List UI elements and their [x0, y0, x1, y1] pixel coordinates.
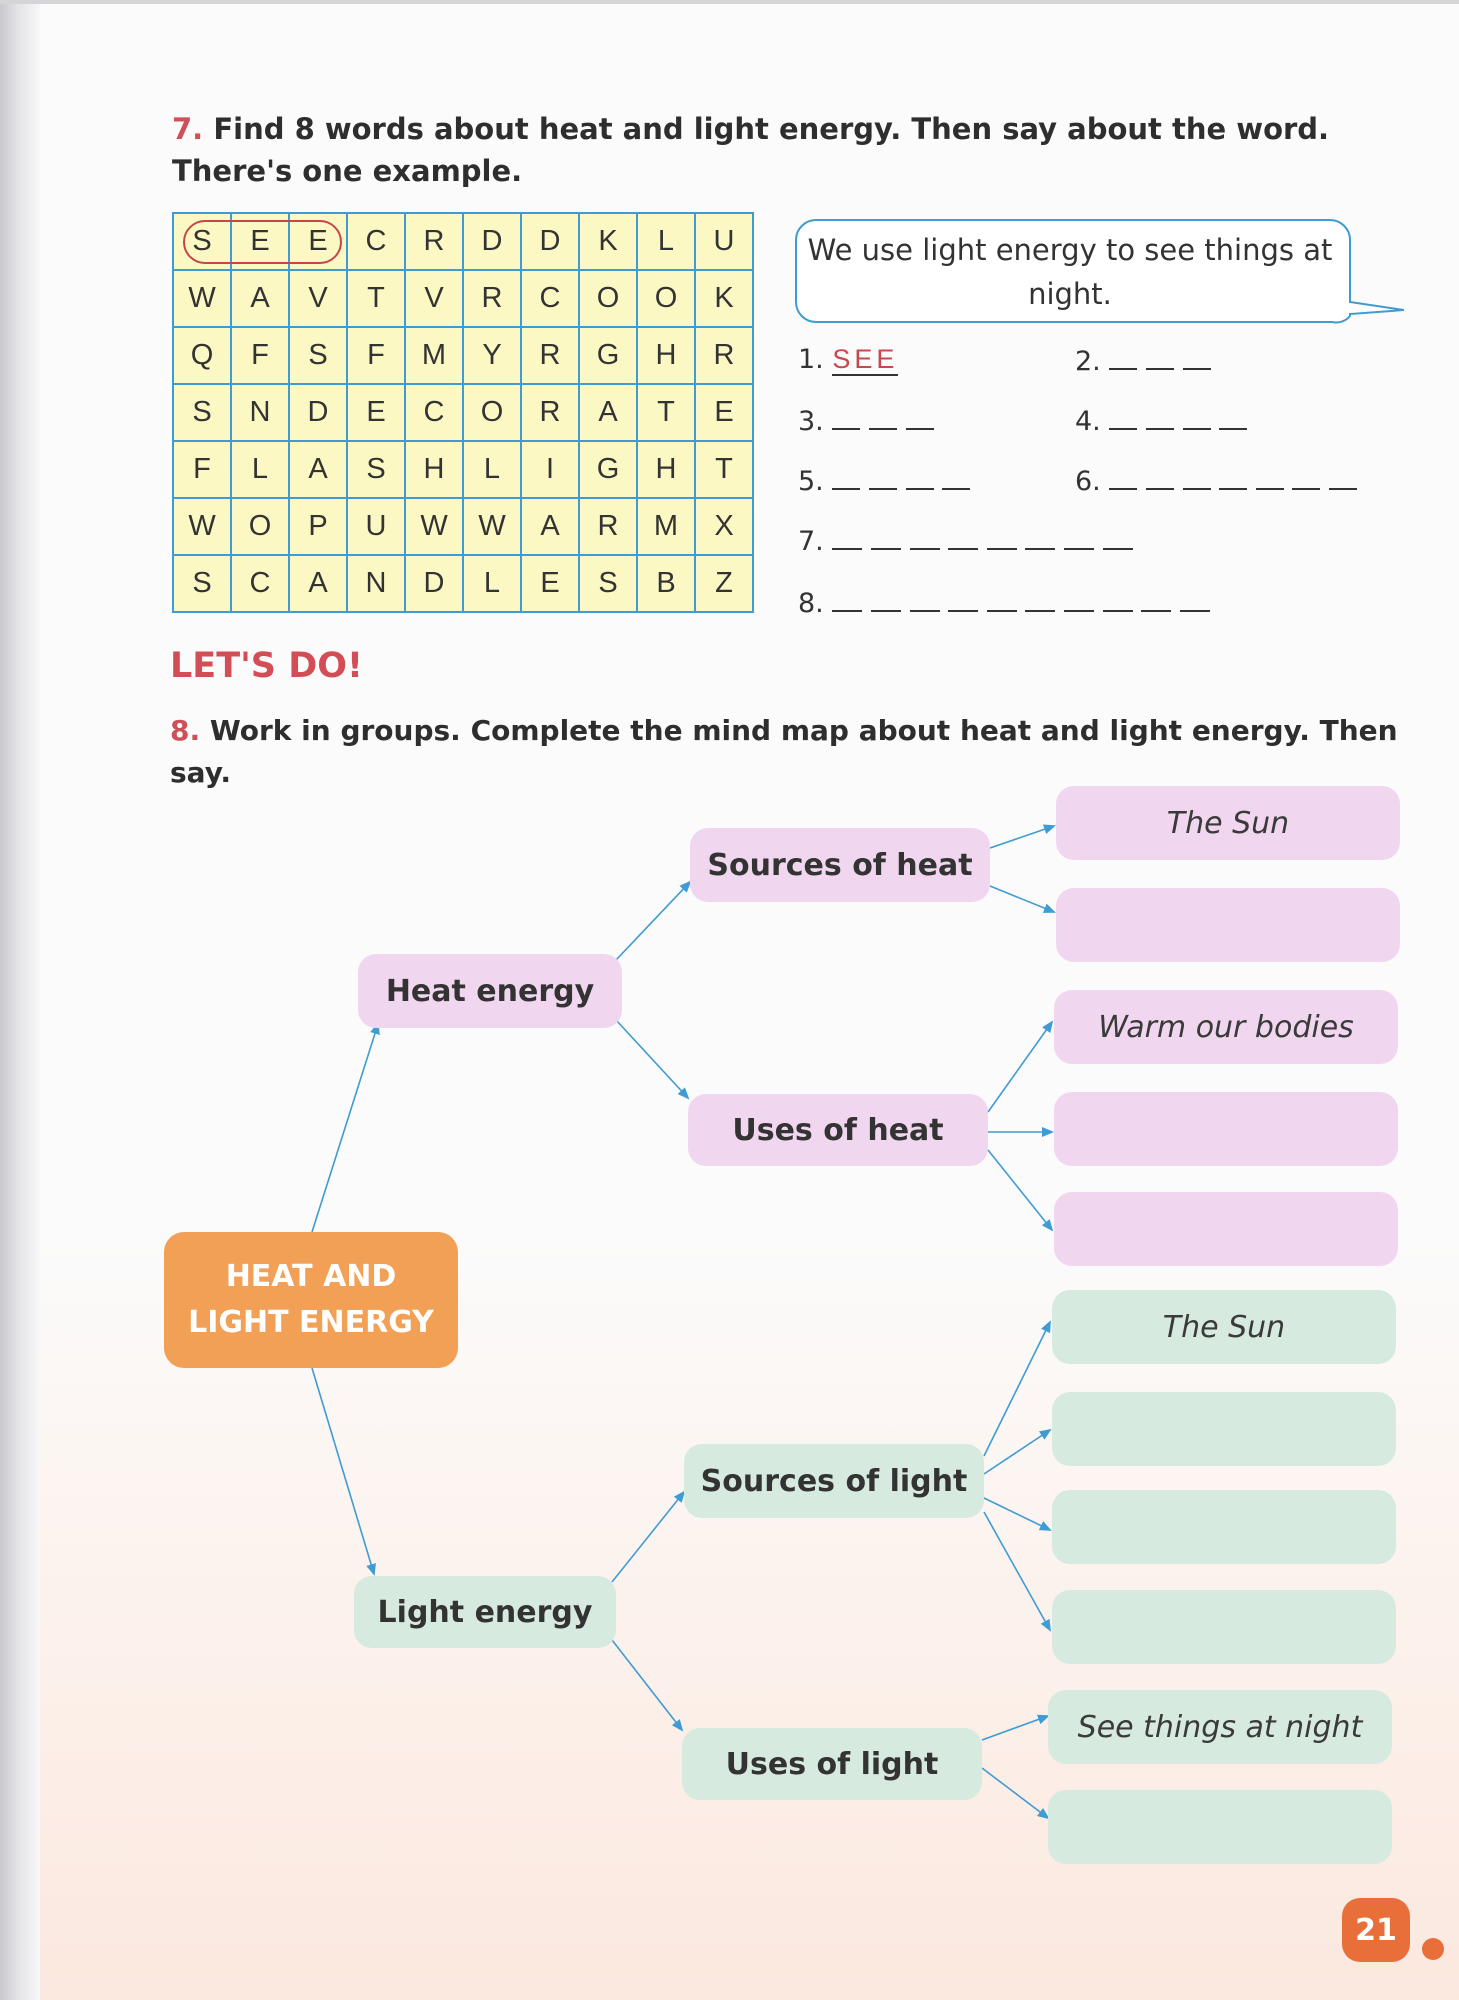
- light-source-leaf-4-blank[interactable]: [1052, 1590, 1396, 1664]
- grid-cell[interactable]: E: [521, 555, 579, 612]
- grid-cell[interactable]: L: [637, 213, 695, 270]
- grid-cell[interactable]: H: [637, 327, 695, 384]
- grid-cell[interactable]: D: [289, 384, 347, 441]
- light-source-leaf-1: The Sun: [1052, 1290, 1396, 1364]
- grid-cell[interactable]: W: [463, 498, 521, 555]
- node-sources-of-light: Sources of light: [684, 1444, 984, 1518]
- grid-cell[interactable]: A: [231, 270, 289, 327]
- arrow-uses-heat-3: [988, 1150, 1052, 1230]
- heat-source-leaf-1: The Sun: [1056, 786, 1400, 860]
- grid-cell[interactable]: W: [173, 270, 231, 327]
- grid-cell[interactable]: F: [347, 327, 405, 384]
- grid-cell[interactable]: A: [521, 498, 579, 555]
- arrow-sources-light-4: [984, 1512, 1050, 1630]
- grid-cell[interactable]: M: [637, 498, 695, 555]
- task-8-number: 8.: [170, 714, 201, 747]
- heat-use-leaf-1: Warm our bodies: [1054, 990, 1398, 1064]
- answer-2-number: 2.: [1075, 346, 1101, 377]
- heat-use-leaf-2-blank[interactable]: [1054, 1092, 1398, 1166]
- grid-cell[interactable]: H: [405, 441, 463, 498]
- grid-cell[interactable]: W: [405, 498, 463, 555]
- grid-cell[interactable]: C: [347, 213, 405, 270]
- heat-source-leaf-2-blank[interactable]: [1056, 888, 1400, 962]
- node-sources-of-heat: Sources of heat: [690, 828, 990, 902]
- light-use-leaf-2-blank[interactable]: [1048, 1790, 1392, 1864]
- grid-cell[interactable]: K: [695, 270, 753, 327]
- grid-cell[interactable]: S: [347, 441, 405, 498]
- answer-7-number: 7.: [798, 526, 824, 557]
- lets-do-heading: LET'S DO!: [170, 646, 363, 686]
- grid-cell[interactable]: Y: [463, 327, 521, 384]
- arrow-uses-heat-1: [988, 1022, 1052, 1112]
- grid-cell[interactable]: S: [289, 327, 347, 384]
- grid-cell[interactable]: W: [173, 498, 231, 555]
- answer-8-number: 8.: [798, 588, 824, 619]
- light-source-leaf-2-blank[interactable]: [1052, 1392, 1396, 1466]
- grid-cell[interactable]: N: [231, 384, 289, 441]
- grid-cell[interactable]: V: [405, 270, 463, 327]
- grid-cell[interactable]: M: [405, 327, 463, 384]
- grid-cell[interactable]: K: [579, 213, 637, 270]
- grid-cell[interactable]: G: [579, 441, 637, 498]
- grid-cell[interactable]: T: [637, 384, 695, 441]
- grid-cell[interactable]: F: [173, 441, 231, 498]
- light-use-leaf-1: See things at night: [1048, 1690, 1392, 1764]
- arrow-root-to-heat: [312, 1024, 378, 1232]
- grid-cell[interactable]: G: [579, 327, 637, 384]
- arrow-uses-light-2: [982, 1768, 1048, 1818]
- grid-cell[interactable]: O: [579, 270, 637, 327]
- grid-cell[interactable]: C: [405, 384, 463, 441]
- grid-cell[interactable]: S: [173, 213, 231, 270]
- grid-cell[interactable]: R: [521, 327, 579, 384]
- grid-cell[interactable]: X: [695, 498, 753, 555]
- node-uses-of-light: Uses of light: [682, 1728, 982, 1800]
- grid-cell[interactable]: A: [289, 555, 347, 612]
- arrow-sources-light-3: [984, 1498, 1050, 1530]
- grid-cell[interactable]: S: [173, 555, 231, 612]
- grid-cell[interactable]: C: [521, 270, 579, 327]
- grid-cell[interactable]: V: [289, 270, 347, 327]
- grid-cell[interactable]: H: [637, 441, 695, 498]
- grid-cell[interactable]: R: [521, 384, 579, 441]
- grid-cell[interactable]: A: [289, 441, 347, 498]
- answer-3-number: 3.: [798, 406, 824, 437]
- grid-cell[interactable]: D: [463, 213, 521, 270]
- answer-6-number: 6.: [1075, 466, 1101, 497]
- page-number-dot: [1422, 1938, 1444, 1960]
- grid-cell[interactable]: E: [231, 213, 289, 270]
- mind-map-root: [164, 1232, 458, 1368]
- root-line-2: LIGHT ENERGY: [188, 1305, 434, 1340]
- grid-cell[interactable]: D: [405, 555, 463, 612]
- task-7-text: Find 8 words about heat and light energy. Then say about the word. There's one example.: [172, 112, 1330, 188]
- grid-cell[interactable]: R: [579, 498, 637, 555]
- grid-cell[interactable]: N: [347, 555, 405, 612]
- arrow-sources-heat-2: [990, 886, 1054, 912]
- grid-cell[interactable]: S: [173, 384, 231, 441]
- task-8-text: Work in groups. Complete the mind map about heat and light energy. Then say.: [170, 714, 1398, 789]
- arrow-sources-heat-1: [990, 826, 1054, 848]
- grid-cell[interactable]: R: [463, 270, 521, 327]
- page-number: 21: [1342, 1898, 1410, 1962]
- answer-5-number: 5.: [798, 466, 824, 497]
- grid-cell[interactable]: P: [289, 498, 347, 555]
- grid-cell[interactable]: I: [521, 441, 579, 498]
- grid-cell[interactable]: C: [231, 555, 289, 612]
- node-heat-energy: Heat energy: [358, 954, 622, 1028]
- grid-cell[interactable]: O: [637, 270, 695, 327]
- arrow-heat-to-uses: [616, 1020, 688, 1098]
- grid-cell[interactable]: L: [463, 441, 521, 498]
- node-light-energy: Light energy: [354, 1576, 616, 1648]
- light-source-leaf-3-blank[interactable]: [1052, 1490, 1396, 1564]
- grid-cell[interactable]: E: [289, 213, 347, 270]
- grid-cell[interactable]: U: [347, 498, 405, 555]
- grid-cell[interactable]: R: [695, 327, 753, 384]
- grid-cell[interactable]: B: [637, 555, 695, 612]
- arrow-root-to-light: [312, 1368, 374, 1574]
- grid-cell[interactable]: F: [231, 327, 289, 384]
- arrow-heat-to-sources: [616, 882, 690, 960]
- root-line-1: HEAT AND: [225, 1259, 397, 1294]
- task-7-number: 7.: [172, 112, 204, 146]
- answer-1-example: SEE: [832, 344, 899, 374]
- grid-cell[interactable]: O: [463, 384, 521, 441]
- grid-cell[interactable]: T: [695, 441, 753, 498]
- grid-cell[interactable]: R: [405, 213, 463, 270]
- grid-cell[interactable]: Z: [695, 555, 753, 612]
- arrow-uses-light-1: [982, 1716, 1048, 1740]
- speech-bubble-text: We use light energy to see things at night.: [807, 233, 1333, 311]
- answer-4-number: 4.: [1075, 406, 1101, 437]
- grid-cell[interactable]: E: [347, 384, 405, 441]
- node-uses-of-heat: Uses of heat: [688, 1094, 988, 1166]
- grid-cell[interactable]: T: [347, 270, 405, 327]
- arrow-light-to-uses: [612, 1640, 682, 1730]
- grid-cell[interactable]: D: [521, 213, 579, 270]
- grid-cell[interactable]: A: [579, 384, 637, 441]
- grid-cell[interactable]: U: [695, 213, 753, 270]
- grid-cell[interactable]: L: [463, 555, 521, 612]
- heat-use-leaf-3-blank[interactable]: [1054, 1192, 1398, 1266]
- grid-cell[interactable]: Q: [173, 327, 231, 384]
- grid-cell[interactable]: S: [579, 555, 637, 612]
- grid-cell[interactable]: E: [695, 384, 753, 441]
- answer-1-number: 1.: [798, 344, 824, 375]
- grid-cell[interactable]: L: [231, 441, 289, 498]
- arrow-light-to-sources: [612, 1492, 684, 1582]
- grid-cell[interactable]: O: [231, 498, 289, 555]
